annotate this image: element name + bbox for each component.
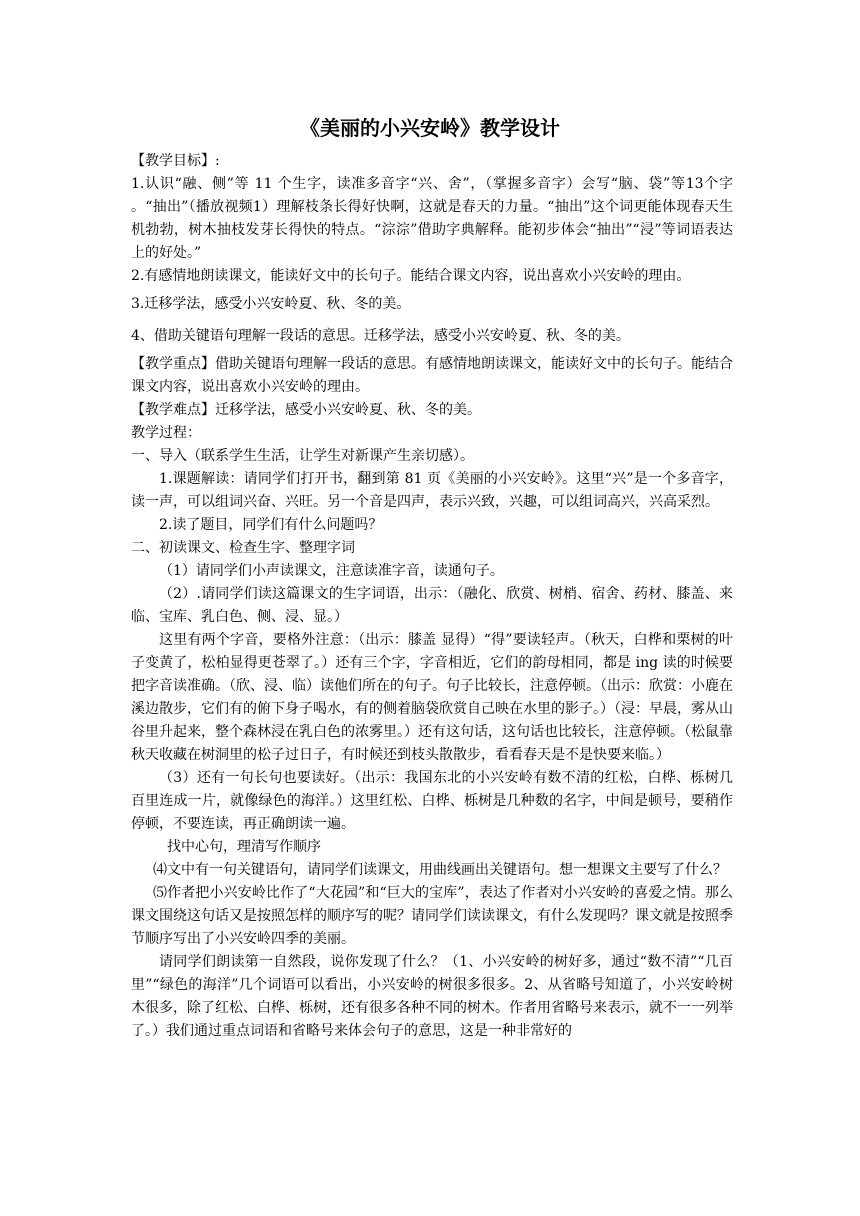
central-sentence-heading: 找中心句，理清写作顺序: [167, 839, 321, 855]
step-2-item-2: （2）.请同学们读这篇课文的生字词语，出示：（融化、欣赏、树梢、宿舍、药材、膝盖、来临、宝库、乳白色、侧、浸、显。）: [131, 586, 733, 625]
paragraph-1-reading: 请同学们朗读第一自然段，说你发现了什么？（1、小兴安岭的树好多，通过“数不清”“几百里”“绿色的海洋”几个词语可以看出，小兴安岭的树很多很多。2、从省略号知道了，小兴安岭树木很多，除了红松、白桦、栎树，还有很多各种不同的树木。作者用省略号来表示，就不一一列举了。）我们通过重点词语和省略号来体会句子的意思，这是一种非常好的: [131, 954, 733, 1039]
teaching-difficulty: 【教学难点】迁移学法，感受小兴安岭夏、秋、冬的美。: [131, 402, 481, 418]
step-2-pronunciation: 这里有两个字音，要格外注意：（出示：膝盖 显得）“得”要读轻声。（秋天，白桦和栗树的叶子变黄了，松柏显得更苍翠了。）还有三个字，字音相近，它们的韵母相同，都是 ing 读的时候要把字音读准确。（欣、浸、临）读他们所在的句子。句子比较长，注意停顿。（出示：欣赏：小鹿在溪边散步，它们有的俯下身子喝水，有的侧着脑袋欣赏自己映在水里的影子。）（浸：早晨，雾从山谷里升起来，整个森林浸在乳白色的浓雾里。）还有这句话，这句话也比较长，注意停顿。（松鼠靠秋天收藏在树洞里的松子过日子，有时候还到枝头散散步，看看春天是不是快要来临。）: [131, 632, 733, 763]
objective-4: 4、借助关键语句理解一段话的意思。迁移学法，感受小兴安岭夏、秋、冬的美。: [131, 328, 630, 344]
teaching-focus: 【教学重点】借助关键语句理解一段话的意思。有感情地朗读课文，能读好文中的长句子。能结合课文内容，说出喜欢小兴安岭的理由。: [131, 356, 733, 395]
document-body: [131, 150, 733, 1043]
step-2-item-4: ⑷文中有一句关键语句，请同学们读课文，用曲线画出关键语句。想一想课文主要写了什么？: [153, 862, 727, 878]
step-2-item-3: （3）还有一句长句也要读好。（出示：我国东北的小兴安岭有数不清的红松，白桦、栎树几百里连成一片，就像绿色的海洋。）这里红松、白桦、栎树是几种数的名字，中间是顿号，要稍作停顿，不要连读，再正确朗读一遍。: [131, 770, 733, 832]
objective-3: 3.迁移学法，感受小兴安岭夏、秋、冬的美。: [131, 296, 411, 312]
step-2-heading: 二、初读课文、检查生字、整理字词: [131, 540, 355, 556]
document-title: 《美丽的小兴安岭》教学设计: [300, 116, 560, 140]
step-2-item-1: （1）请同学们小声读课文，注意读准字音，读通句子。: [159, 563, 504, 579]
step-1-item-1: 1.课题解读：请同学们打开书，翻到第 81 页《美丽的小兴安岭》。这里“兴”是一个多音字，读一声，可以组词兴奋、兴旺。另一个音是四声，表示兴致，兴趣，可以组词高兴，兴高采烈。: [131, 471, 733, 510]
step-1-heading: 一、导入（联系学生生活，让学生对新课产生亲切感）。: [131, 448, 474, 464]
objective-1: 1.认识“融、侧”等 11 个生字，读准多音字“兴、舍”，（掌握多音字）会写“脑、袋”等13个字 。“抽出”（播放视频1）理解枝条长得好快啊，这就是春天的力量。“抽出”这个词更能体现春天生机勃勃，树木抽枝发芽长得快的特点。“淙淙”借助字典解释。能初步体会“抽出”“浸”等词语表达上的好处。”: [131, 176, 733, 261]
process-heading: 教学过程：: [131, 425, 201, 441]
objective-2: 2.有感情地朗读课文，能读好文中的长句子。能结合课文内容，说出喜欢小兴安岭的理由。: [131, 268, 691, 284]
section-heading-objectives: 【教学目标】:: [131, 153, 220, 169]
step-1-item-2: 2.读了题目，同学们有什么问题吗？: [159, 517, 383, 533]
step-2-item-5: ⑸作者把小兴安岭比作了“大花园”和“巨大的宝库”，表达了作者对小兴安岭的喜爱之情。那么课文围绕这句话又是按照怎样的顺序写的呢？请同学们读读课文，有什么发现吗？课文就是按照季节顺序写出了小兴安岭四季的美丽。: [131, 885, 733, 947]
